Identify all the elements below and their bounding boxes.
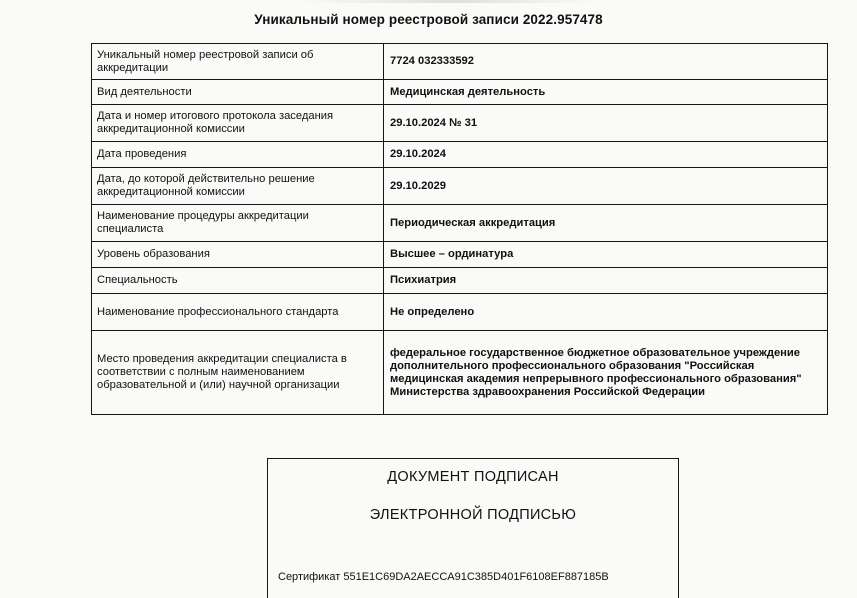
table-row (92, 44, 828, 80)
row-label: Специальность (92, 268, 384, 294)
signature-certificate: Сертификат 551E1C69DA2AECCA91C385D401F6108EF887185B (278, 571, 609, 583)
row-value: Не определено (384, 294, 828, 331)
table-row (92, 205, 828, 242)
row-label: Дата, до которой действительно решение аккредитационной комиссии (92, 168, 384, 205)
signature-heading: ДОКУМЕНТ ПОДПИСАН (387, 469, 559, 485)
table-row (92, 242, 828, 268)
row-label: Наименование процедуры аккредитации специалиста (92, 205, 384, 242)
row-label: Дата и номер итогового протокола заседания аккредитационной комиссии (92, 105, 384, 142)
row-value: Высшее – ординатура (384, 242, 828, 268)
row-value: 29.10.2024 (384, 142, 828, 168)
row-label: Уровень образования (92, 242, 384, 268)
row-label: Вид деятельности (92, 80, 384, 105)
table-row (92, 268, 828, 294)
table-row (92, 142, 828, 168)
table-row (92, 168, 828, 205)
row-value: Периодическая аккредитация (384, 205, 828, 242)
row-value: 29.10.2029 (384, 168, 828, 205)
row-value: федеральное государственное бюджетное образовательное учреждение дополнительного профессионального образования "Российская медицинская академия непрерывного профессионального образования" Министерства здравоохранения Российской Федерации (384, 331, 828, 415)
row-value: 29.10.2024 № 31 (384, 105, 828, 142)
table-row (92, 331, 828, 415)
table-row (92, 105, 828, 142)
row-label: Место проведения аккредитации специалиста в соответствии с полным наименованием образовательной и (или) научной организации (92, 331, 384, 415)
registry-table (91, 43, 828, 415)
row-value: 7724 032333592 (384, 44, 828, 80)
row-value: Медицинская деятельность (384, 80, 828, 105)
row-label: Дата проведения (92, 142, 384, 168)
row-label: Наименование профессионального стандарта (92, 294, 384, 331)
table-row (92, 294, 828, 331)
document-title: Уникальный номер реестровой записи 2022.957478 (254, 12, 603, 27)
signature-subheading: ЭЛЕКТРОННОЙ ПОДПИСЬЮ (369, 507, 577, 523)
table-row (92, 80, 828, 105)
row-label: Уникальный номер реестровой записи об аккредитации (92, 44, 384, 80)
electronic-signature-stamp (267, 458, 679, 598)
scan-artifact (300, 0, 600, 3)
row-value: Психиатрия (384, 268, 828, 294)
